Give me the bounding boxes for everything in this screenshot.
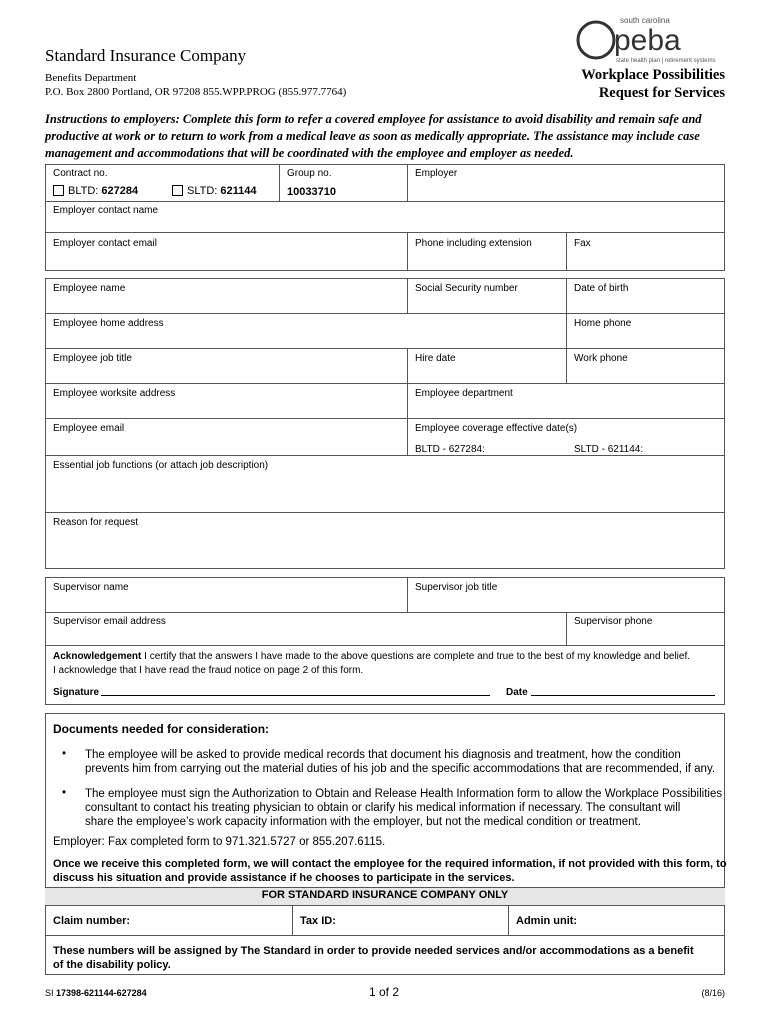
page-number: 1 of 2 (369, 985, 400, 999)
acknowledgement-text: I certify that the answers I have made to the above questions are complete and true to the best of my knowledge and belief. (141, 651, 691, 662)
department-line: Benefits Department (45, 72, 137, 84)
signature-label: Signature (53, 687, 100, 698)
job-title-label[interactable]: Employee job title (53, 353, 132, 364)
signature-line[interactable] (101, 695, 490, 696)
sltd-label: SLTD: (187, 185, 218, 197)
supervisor-phone-label[interactable]: Supervisor phone (574, 616, 653, 627)
employer-contact-email-label[interactable]: Employer contact email (53, 238, 157, 249)
form-code: SI 17398-621144-627284 (45, 988, 147, 998)
bltd-checkbox[interactable] (53, 185, 64, 196)
acknowledgement-label: Acknowledgement (53, 651, 142, 662)
bltd-option[interactable] (46, 181, 145, 201)
employer-contact-name-label[interactable]: Employer contact name (53, 205, 159, 216)
logo-tagline: state health plan | retirement systems (616, 58, 716, 64)
supervisor-name-label[interactable]: Supervisor name (53, 582, 129, 593)
documents-heading: Documents needed for consideration: (53, 722, 270, 736)
supervisor-section (45, 577, 725, 705)
worksite-address-label[interactable]: Employee worksite address (53, 388, 176, 399)
reason-label[interactable]: Reason for request (53, 517, 139, 528)
bltd-coverage-label[interactable]: BLTD - 627284: (415, 444, 485, 455)
fax-instruction: Employer: Fax completed form to 971.321.5727 or 855.207.6115. (53, 836, 386, 848)
sltd-option[interactable] (165, 181, 264, 201)
supervisor-email-label[interactable]: Supervisor email address (53, 616, 166, 627)
bullet-2-text: The employee must sign the Authorization to Obtain and Release Health Information form to allow the Workplace Possibilities consultant to contact his treating physician to obtain or clarify his medical information if necessary. The consultant will share the employee’s work capacity information with the employer, but not the medical condition or treatment. (85, 788, 723, 828)
admin-unit-label[interactable]: Admin unit: (516, 915, 578, 927)
work-phone-label[interactable]: Work phone (574, 353, 628, 364)
supervisor-job-title-label[interactable]: Supervisor job title (415, 582, 498, 593)
department-label[interactable]: Employee department (415, 388, 513, 399)
date-label: Date (506, 687, 528, 698)
logo-brand: peba (614, 24, 681, 57)
sltd-coverage-label[interactable]: SLTD - 621144: (574, 444, 644, 455)
address-line: P.O. Box 2800 Portland, OR 97208 855.WPP.PROG (855.977.7764) (45, 86, 347, 98)
essential-functions-label[interactable]: Essential job functions (or attach job description) (53, 460, 269, 471)
revision-date: (8/16) (701, 988, 725, 998)
contract-no-label: Contract no. (53, 168, 108, 179)
phone-extension-label[interactable]: Phone including extension (415, 238, 532, 249)
hire-date-label[interactable]: Hire date (415, 353, 456, 364)
bltd-value: 627284 (101, 185, 139, 197)
ssn-label[interactable]: Social Security number (415, 283, 518, 294)
form-title-line1: Workplace Possibilities (581, 67, 725, 83)
bullet-2: • (62, 787, 67, 799)
office-use-header: FOR STANDARD INSURANCE COMPANY ONLY (261, 889, 509, 901)
bullet-1-text: The employee will be asked to provide medical records that document his diagnosis and treatment, how the condition prevents him from carrying out the material duties of his job and the specific accommodations that are recommended, if any. (85, 749, 716, 775)
acknowledgement-text-2: I acknowledge that I have read the fraud notice on page 2 of this form. (53, 665, 364, 676)
home-address-label[interactable]: Employee home address (53, 318, 164, 329)
date-line[interactable] (531, 695, 715, 696)
employee-email-label[interactable]: Employee email (53, 423, 125, 434)
assignment-note: These numbers will be assigned by The Standard in order to provide needed services and/or accommodations as a benefit of the disability policy. (53, 945, 694, 971)
group-no-value: 10033710 (287, 186, 336, 198)
instructions: Instructions to employers: Complete this form to refer a covered employee for assistance to avoid disability and remain safe and productive at work or to return to work from a medical leave as soon as medically appropriate. The assistance may include case management and accommodations that will be coordinated with the employee and employer as needed. (45, 112, 702, 160)
acknowledgement (46, 647, 724, 682)
logo-small-text: south carolina (620, 16, 670, 25)
dob-label[interactable]: Date of birth (574, 283, 629, 294)
sltd-checkbox[interactable] (172, 185, 183, 196)
form-title (581, 66, 725, 102)
coverage-dates-label: Employee coverage effective date(s) (415, 423, 578, 434)
form-title-line2: Request for Services (598, 85, 725, 101)
company-name: Standard Insurance Company (45, 46, 247, 65)
peba-logo (574, 14, 730, 66)
sltd-value: 621144 (220, 185, 257, 197)
claim-number-label[interactable]: Claim number: (53, 915, 131, 927)
bltd-label: BLTD: (68, 185, 99, 197)
employer-label[interactable]: Employer (415, 168, 458, 179)
group-no-label: Group no. (287, 168, 332, 179)
fax-label[interactable]: Fax (574, 238, 591, 249)
once-received-note: Once we receive this completed form, we will contact the employee for the required information, if not provided with this form, to discuss his situation and provide assistance if he chooses to participate in the services. (53, 858, 727, 884)
tax-id-label[interactable]: Tax ID: (300, 915, 336, 927)
employee-name-label[interactable]: Employee name (53, 283, 126, 294)
home-phone-label[interactable]: Home phone (574, 318, 632, 329)
bullet-1: • (62, 748, 67, 760)
